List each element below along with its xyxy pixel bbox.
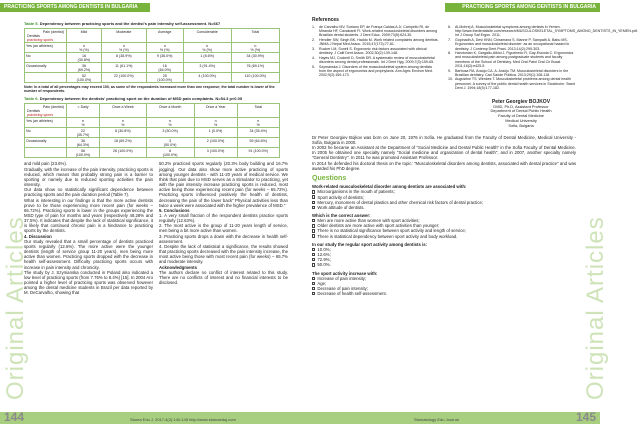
list-item: 4. Hayes MJ, Cockrell D, Smith DR. A systematic review of musculoskeletal disorders among dental professionals. Int J Dent Hyg. 2009;7(3):159-65.	[312, 55, 435, 65]
side-label: Original Articles	[582, 216, 609, 400]
table-row: 56 (100.0%) 26 (100.0%) 6 (100.0%) 3 (100.0%) 91 (100.0%)	[25, 148, 280, 158]
list-item: 1. de Carvalho MV, Soriano EP, de França Caldas A Jr, Campello RI, de Miranda HF, Cavalcanti FI. Work-related musculoskeletal disorders among Brazilian dental students. J Dent Educ. 2009;73(5):624-30.	[312, 25, 438, 38]
author-block: Peter Georgiev BOJKOV DMD, Ph.D, Assistant Professor Department of Dental Public Health Faculty of Dental Medicine Medical University Sofia, Bulgaria	[312, 95, 576, 135]
references	[312, 25, 638, 91]
table5	[24, 28, 280, 83]
side-label: Original Articles	[2, 216, 29, 400]
table6-col: Once a Week	[100, 104, 146, 118]
checkbox[interactable]	[312, 190, 315, 193]
checkbox[interactable]	[312, 229, 315, 232]
checkbox[interactable]	[312, 248, 315, 251]
left-page	[0, 0, 300, 424]
page-number: 145	[575, 410, 596, 424]
checkbox[interactable]	[312, 258, 315, 261]
table-row: 52 (100.0%) 22 (100.0%) 25 (100.0%) 4 (100.0%) 110 (100.0%)	[25, 73, 280, 83]
question-2: Which is the correct answer: Men are more active than women with sport activities; Older dentists are more active with sport activities than younger; There is no statistical significance between sport activity and length of service; There is statistical dependency between sport activity and body workload.	[312, 213, 466, 239]
list-item: 7. Gopinadh A, Devi KNN, Chiramana S, Manne P, Sampath A, Babu MS. Ergonomics and musculoskeletal disorder: as an occupational hazard in dentistry. J Contemp Dent Pract. 2013;14(2):299-303.	[448, 38, 570, 51]
table5-col: Moderate	[101, 29, 146, 43]
conclusions-heading: 5. Conclusions	[159, 207, 190, 213]
list-item: 10. Augustine TS, Wenkes T. Musculoskeletal problems among dental health personnel. A survey of the public dental health services in Stockholm. Swed Dent J. 1994;18(5):177-182.	[448, 77, 576, 90]
checkbox[interactable]	[312, 263, 315, 266]
checkbox[interactable]	[312, 292, 315, 295]
list-item: 6. Al-Mohrej A. Musculoskeletal symptoms among dentists in Yemen. http://www.thedentalsite.com/research/MUSCULOSKELETAL_SYMPTOMS_AMONG_DENTISTS_IN_YEMEN.pdf. Int J Occup Saf Ergon. 2011.	[448, 25, 638, 38]
table6	[24, 103, 280, 158]
checkbox[interactable]	[312, 277, 315, 280]
table-row: Occasionally 36 (69.2%) 11 (61.1%) 16 (64.0%) 3 (91.4%) 76 (69.1%)	[25, 63, 280, 73]
table5-caption: Table 5. Dependency between practicing sports and the dentist's pain intensity self-assessment. N=667	[24, 21, 221, 26]
table5-note: Note: In a total of all percentages may exceed 100, as some of the respondents increased more than one response; the total number is lower of the number of respondents.	[24, 85, 275, 94]
table6-col: Once a Month	[146, 104, 194, 118]
question-3: In our study the regular sport activity among dentists is: 10.0%; 12.6%; 72.9%; 50.0%.	[312, 241, 428, 268]
checkbox[interactable]	[312, 195, 315, 198]
footer-text: Stomatology Edu Journal	[414, 417, 459, 422]
checkbox[interactable]	[312, 287, 315, 290]
page-number: 144	[4, 410, 25, 424]
checkbox[interactable]	[312, 282, 315, 285]
question-1: Work-related musculoskeletal disorder among dentists are associated with: Microorganisms in the mouth of patients; Sport activity of dentists; Mercury, monomers of dental plastics and other chemical risk factors of dental practice; Work attitude of dentists.	[312, 184, 484, 210]
table6-corner: Pain (dentist) Dentists practicing sports	[25, 104, 67, 118]
list-item: 5. Szymanska J. Disorders of the musculoskeletal system among dentists from the aspect of ergonomics and prophylaxis. Ann Agric Environ Med. 2002;9(2):169-173.	[312, 64, 433, 78]
body-column-1: and mild pain (23.6%). Gradually, with the increase of the pain intensity, practicing sports is reduced, which means that probably strong pain is a barrier to sporting or namely due to reduced sporting activities the pain intensity. Our data show no statistically significant dependence between practicing sports and the pain duration period (Table 7). What is interesting in our findings is that the more active dentists prove to be those experiencing more recent pain (for weeks – 65.72%). Practicing sports is lower in the groups experiencing the MSD type of pain for months and years (respectively 48.28% and 37.5%). It indicates that despite the lack of statistical significance, it is likely that continued chronic pain is a hindrance to practicing sports by the dentists. 4. Discussion Our study revealed that a small percentage of dentists practiced sports regularly (12.6%). The more active were the younger dentists (length of service group 11-20 years), men being more active than women. Practicing sports dropped with the decrease in health self-assessment. Difficulty practicing sports occurs with increase in pain intensity and chronicity. The study by J. Szymanska conducted in Poland also indicated a low level of practicing sports (from 7.76% to 8.4%) [15]. In 2004 Aro pointed a higher level of practicing sports was observed however among the dental medicine students in Brazil per data reported by M. DeCarvalho, showing that	[24, 161, 153, 296]
author-name: Peter Georgiev BOJKOV	[491, 98, 551, 105]
list-item: 8. Harutunian K, Gargallo-Albiol J, Figueiredo R, Gay-Escoda C. Ergonomics and musculoskeletal pain among postgraduate students and faculty members of the School of Dentistry. Med Oral Patol Oral Cir Bucal. 2011;16(3):e425-9.	[448, 51, 574, 68]
body-column-2: 50.2% practiced sports regularly (20.3% body building and 16.7% jogging). Our data also show more active practicing of sports among younger dentists - with 11-20 years of medical service. We think that pain due to MSD serves as a stimulator to practicing, yet with the pain intensity increase practicing sports is reduced, most active being those experiencing recent pain (for weeks – 65.72%). Practicing sports influenced positively the health of dentists, decreasing the pain of the lower back" Physical activities less than twice a week were associated with the higher prevalence of MSD." 5. Conclusions 1. A very small fraction of the respondent dentists practice sports regularly (12.63%). 2. The most active is the group of 11-20 years length of service, men being a bit more active than women. 3. Practicing sports drops a down with the decrease in health self-assessment. 4. Despite the lack of statistical a significance, the results showed that practicing sports decreased with the pain intensity increase, the most active being those with most recent pain (for weeks) – 65.7% and moderate intensity. Acknowledgments The authors declare no conflict of interest related to this study. There are no conflicts of interest and no financial interests to be disclosed.	[159, 161, 288, 285]
author-bio: Dr Peter Georgiev Bojkov was born on June 20, 1976 in Sofia. He graduated from the Faculty of Dental Medicine, Medical University - Sofia, Bulgaria in 2000. In 2002 he became an Assistant at the Department of "Social Medicine and Dental Public Health" in the Sofia Faculty of Dental Medicine. In 2005 he obtained one specialty namely "Social medicine and organization of dental health", and in 2007, another specialty namely "General Dentistry". In 2011 he was promoted Assistant Professor. In 2014 he defended his doctoral thesis on the topic: "Musculoskeletal disorders among dentists, associated with dental practice" and was awarded his PhD degree.	[312, 134, 576, 172]
discussion-heading: 4. Discussion	[24, 233, 52, 239]
table5-col: Considerable	[183, 29, 231, 43]
table5-col: Mild	[67, 29, 102, 43]
table5-corner: Pain (dentist) Dentists practicing sports	[25, 29, 67, 43]
checkbox[interactable]	[312, 234, 315, 237]
list-item: 2. Hendler SW, Singh BK, Haddo M. Work related complaints among dentists. JNMA J Nepal Med Assoc. 2015;47(173):77-81.	[312, 38, 439, 47]
right-page	[300, 0, 638, 424]
table6-col: < Daily	[67, 104, 100, 118]
acknowledgments-heading: Acknowledgments	[159, 264, 197, 270]
table5-col: Total	[231, 29, 279, 43]
list-item: 3. Rucker LM, Sunell S. Ergonomic risk factors associated with clinical dentistry. J Calif Dent Assoc. 2002;30(2):139-148.	[312, 47, 427, 56]
question-4: The sport activity increase with: Increase of pain intensity; Age; Decrease of pain intensity; Decrease of health self-assessment.	[312, 270, 387, 297]
questions-heading: Questions	[312, 175, 347, 183]
right-content	[312, 17, 638, 297]
table-row: No 16 (30.8%) 8 (38.9%) 9 (36.0%) 1 (8.6%) 34 (30.9%)	[25, 53, 280, 63]
references-heading: References	[312, 17, 339, 23]
table6-col: Once a Year	[194, 104, 237, 118]
running-header: PRACTICING SPORTS AMONG DENTISTS IN BULGARIA	[462, 4, 596, 10]
checkbox[interactable]	[312, 201, 315, 204]
table-row: Yes (an athletes) n % (%) n % (%) n % (%) n % (%) n % (%)	[25, 43, 280, 53]
checkbox[interactable]	[312, 253, 315, 256]
table5-col: Average	[146, 29, 183, 43]
table-row: No 22 (35.7%) 8 (30.8%) 3 (50.0%) 1 (0.0%) 34 (35.4%)	[25, 128, 280, 138]
footer-text: Stoma Edu J. 2017;4(2):140-145 http://www.stomaeduj.com	[130, 417, 236, 422]
running-header: PRACTICING SPORTS AMONG DENTISTS IN BULGARIA	[4, 4, 138, 10]
left-content	[24, 18, 288, 295]
table-row: Occasionally 36 (64.3%) 18 (69.2%) 3 (50.0%) 2 (100.0%) 59 (64.6%)	[25, 138, 280, 148]
table6-col: Total	[237, 104, 280, 118]
left-body-columns	[24, 161, 288, 295]
table-row: Yes (an athletes) n % n % n % n % n %	[25, 118, 280, 128]
checkbox[interactable]	[312, 219, 315, 222]
checkbox[interactable]	[312, 224, 315, 227]
list-item: 9. Barbosa RA, Araújo CA. A. Araújo TM. Musculoskeletal disorders in the Brazilian dentistry. Cad Saúde Pública. 2013;29(1):108-118.	[448, 68, 569, 77]
table6-caption: Table 6. Dependency between the dentists' practicing sport on the duration of MSD pain complaints. N=54.3 p<0.05	[24, 96, 243, 102]
checkbox[interactable]	[312, 206, 315, 209]
